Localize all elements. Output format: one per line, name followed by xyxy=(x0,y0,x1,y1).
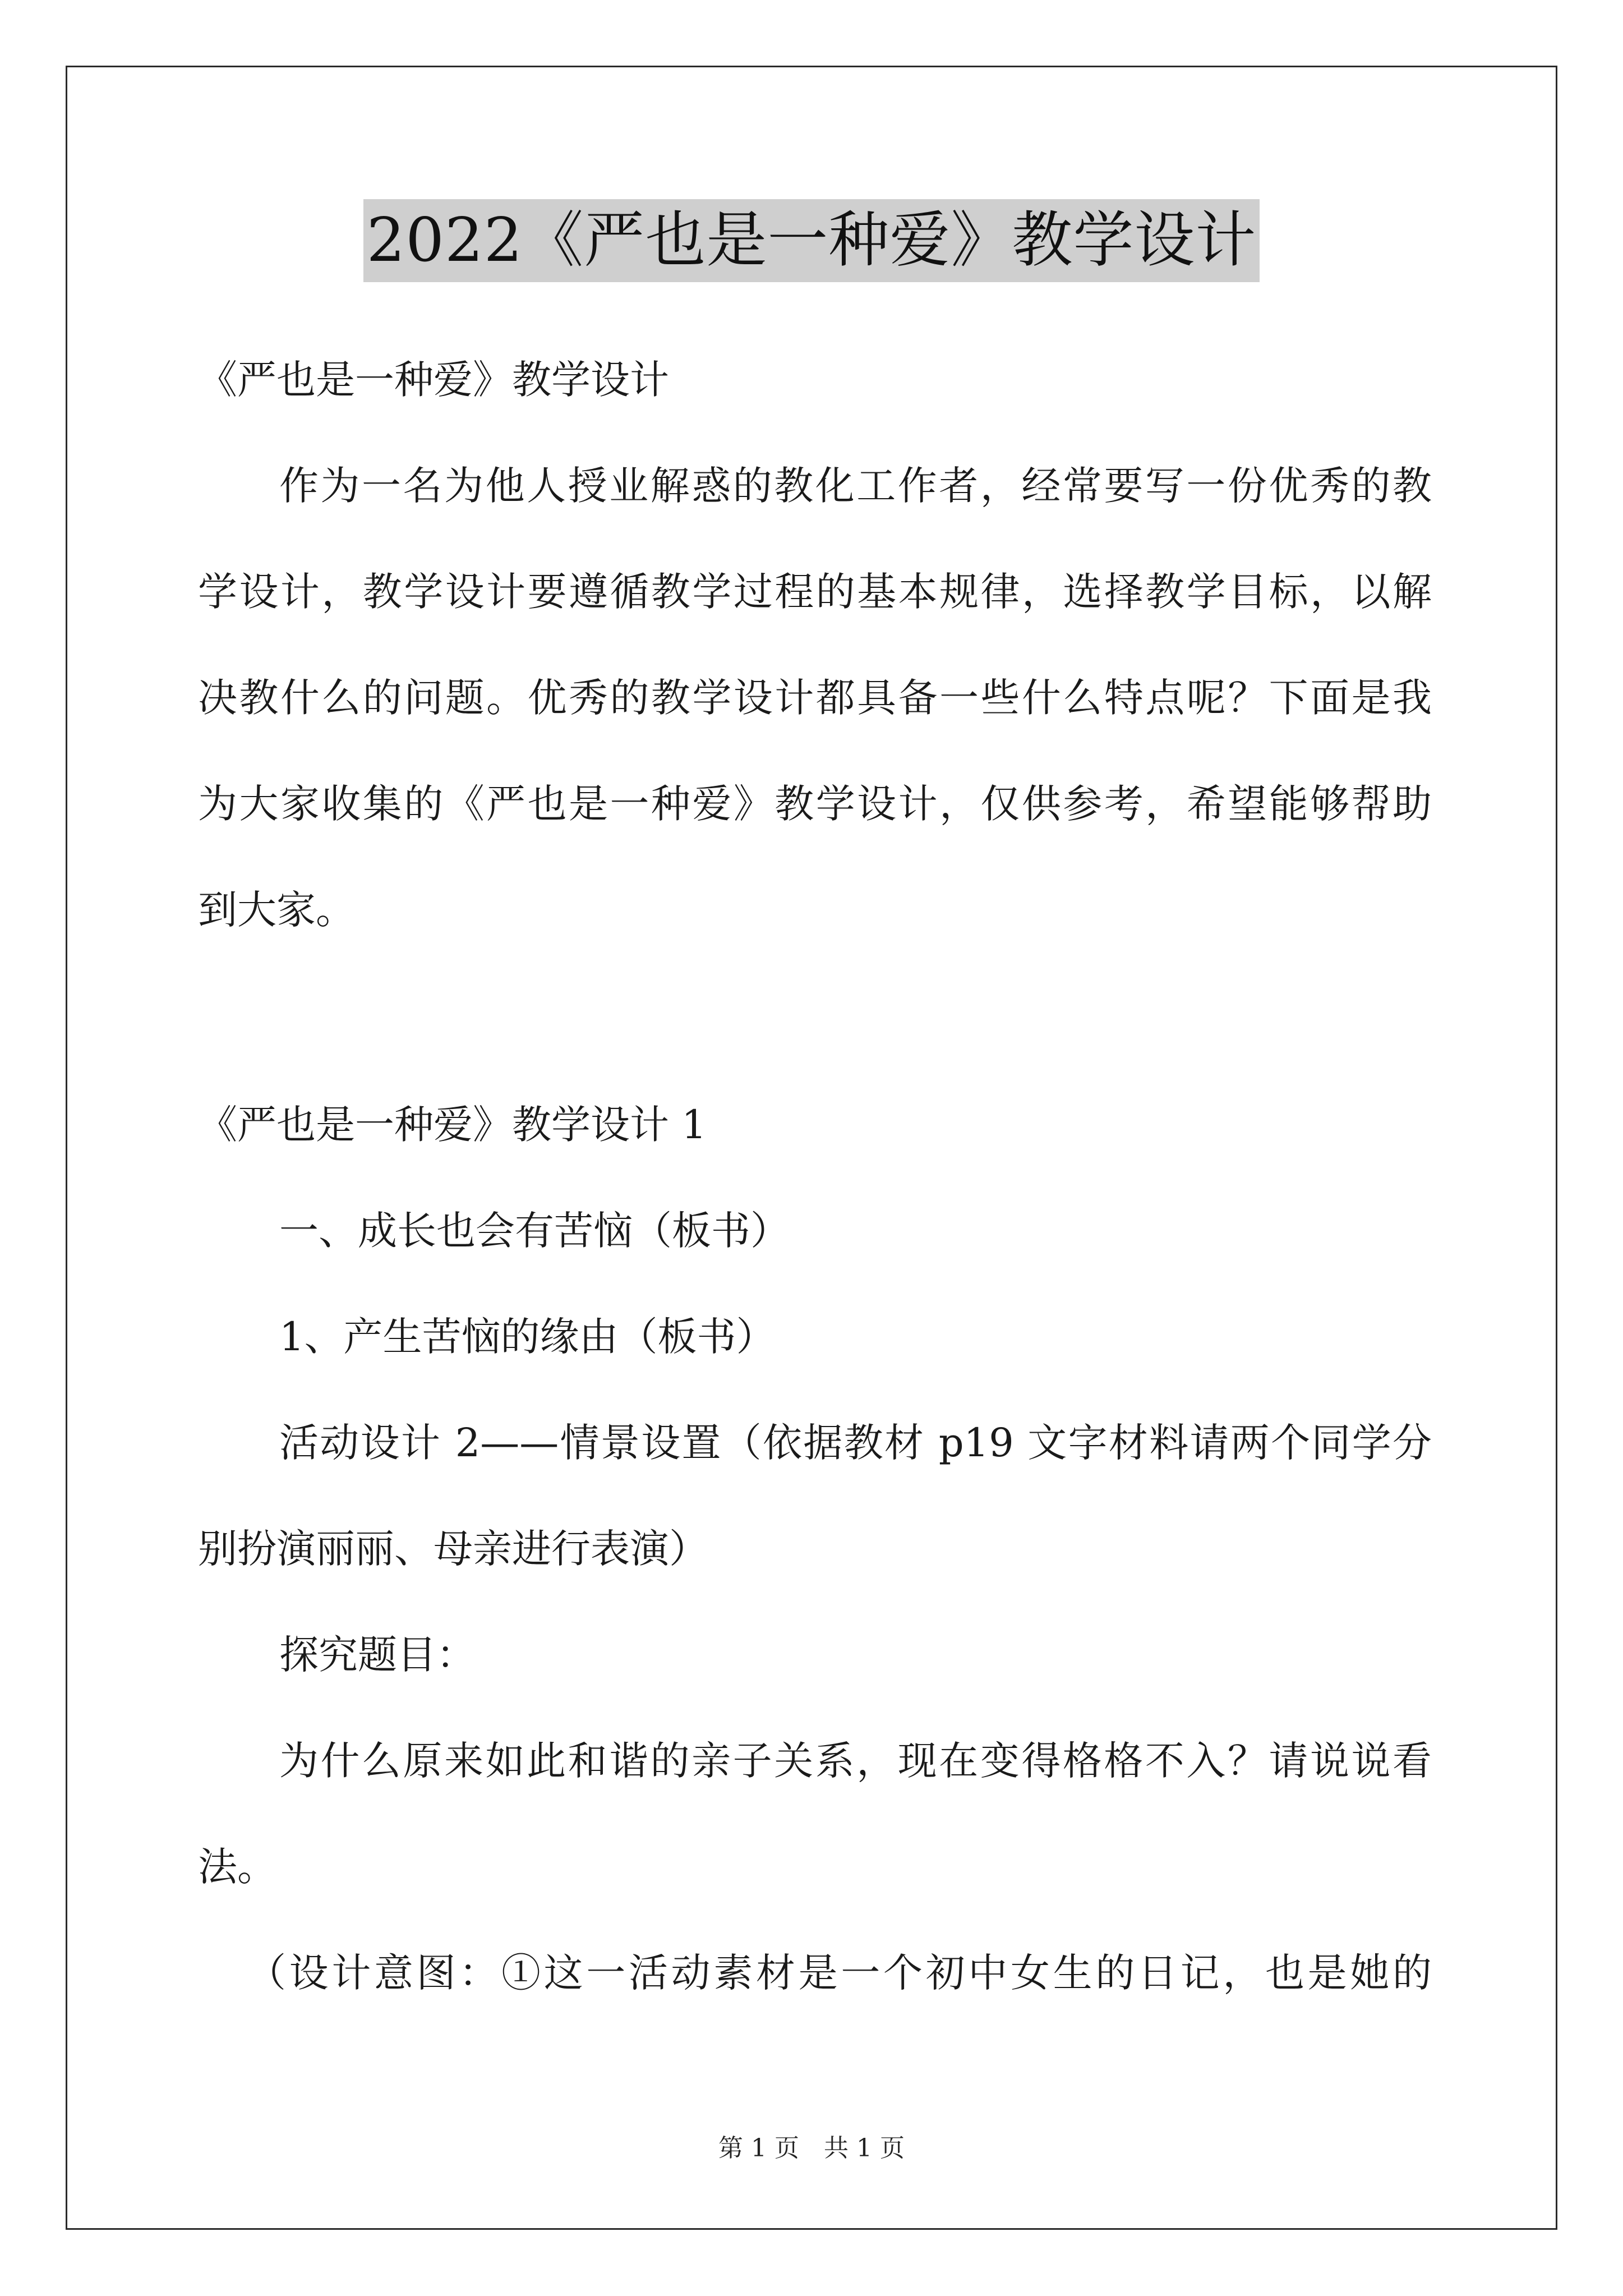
section-heading: 《严也是一种爱》教学设计 1 xyxy=(198,1102,707,1148)
document-title: 2022《严也是一种爱》教学设计 xyxy=(363,199,1260,282)
paragraph-line: 法。 xyxy=(198,1844,276,1890)
title-container xyxy=(0,199,1623,282)
paragraph-line: 作为一名为他人授业解惑的教化工作者，经常要写一份优秀的教 xyxy=(279,463,1432,509)
page-footer: 第 1 页 共 1 页 xyxy=(718,2134,905,2162)
outline-item: 1、产生苦恼的缘由（板书） xyxy=(279,1314,776,1360)
paragraph-line: 别扮演丽丽、母亲进行表演） xyxy=(198,1526,708,1572)
paragraph-line: 为什么原来如此和谐的亲子关系，现在变得格格不入？请说说看 xyxy=(279,1738,1432,1784)
paragraph-line: 探究题目： xyxy=(279,1632,476,1678)
paragraph-line: 决教什么的问题。优秀的教学设计都具备一些什么特点呢？下面是我 xyxy=(198,675,1432,721)
paragraph-line: 到大家。 xyxy=(198,887,355,933)
paragraph-line: 活动设计 2——情景设置（依据教材 p19 文字材料请两个同学分 xyxy=(279,1420,1432,1466)
intro-heading: 《严也是一种爱》教学设计 xyxy=(198,357,669,403)
paragraph-line: （设计意图：①这一活动素材是一个初中女生的日记，也是她的 xyxy=(247,1950,1432,1996)
paragraph-line: 为大家收集的《严也是一种爱》教学设计，仅供参考，希望能够帮助 xyxy=(198,781,1432,827)
paragraph-line: 学设计，教学设计要遵循教学过程的基本规律，选择教学目标，以解 xyxy=(198,569,1432,615)
outline-item: 一、成长也会有苦恼（板书） xyxy=(279,1208,790,1254)
